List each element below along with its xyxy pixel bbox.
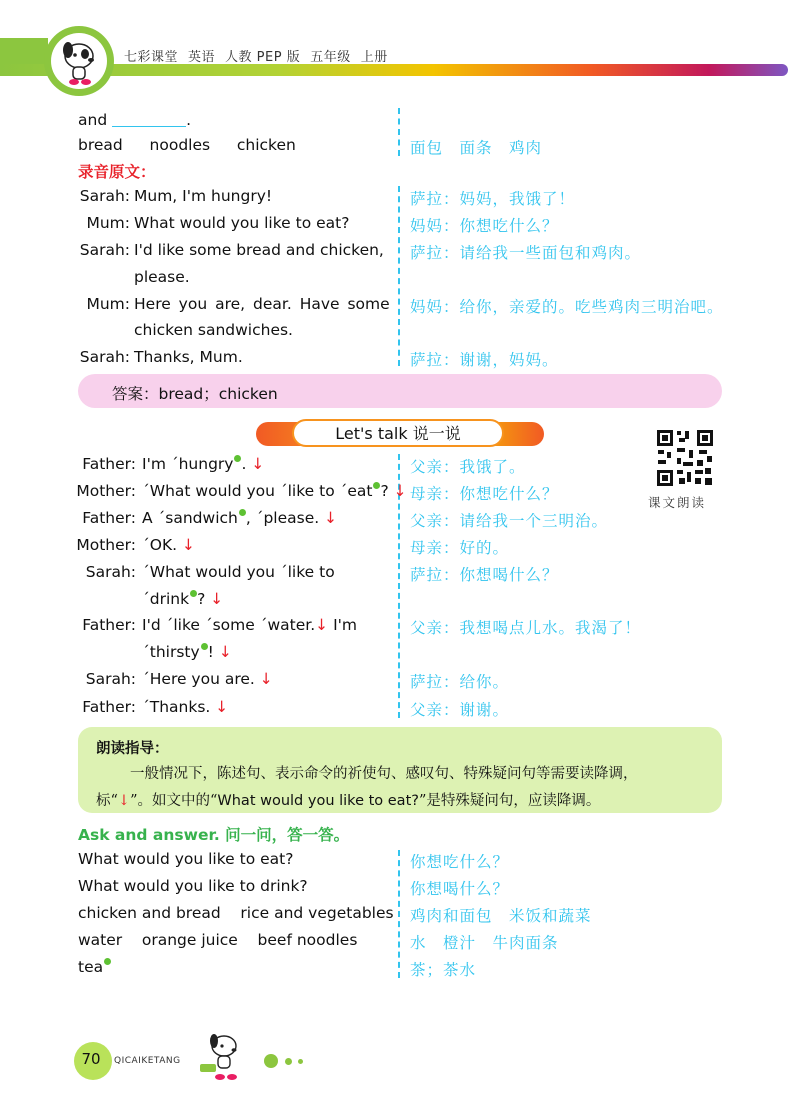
period: . bbox=[186, 111, 192, 129]
ask-row-en bbox=[78, 958, 111, 976]
series-name: 七彩课堂 bbox=[124, 50, 179, 65]
dog-mascot-icon bbox=[196, 1030, 246, 1082]
line-en bbox=[142, 536, 195, 554]
line-en bbox=[142, 482, 407, 500]
falling-tone-arrow-icon: ↓ bbox=[215, 698, 229, 716]
line-en-cont: please. bbox=[134, 268, 190, 286]
line-zh: 妈妈：给你，亲爱的。吃些鸡肉三明治吧。 bbox=[410, 298, 724, 316]
line-en-cont bbox=[142, 643, 232, 661]
falling-tone-arrow-icon: ↓ bbox=[210, 590, 224, 608]
line-tail: ? bbox=[197, 590, 206, 608]
falling-tone-arrow-icon: ↓ bbox=[181, 536, 195, 554]
line-text: ˊOK. bbox=[142, 536, 178, 554]
line-zh: 母亲：你想吃什么？ bbox=[410, 485, 559, 503]
guide-text: ”是特殊疑问句，应读降调。 bbox=[418, 793, 601, 809]
note-marker bbox=[104, 958, 111, 965]
transcript-heading: 录音原文： bbox=[78, 163, 156, 181]
line-en bbox=[142, 616, 357, 634]
and-word: and bbox=[78, 111, 108, 129]
line-tail: , ˊplease. bbox=[245, 509, 320, 527]
line-text: ˊWhat would you ˊlike to ˊeat bbox=[142, 482, 373, 500]
guide-text: 标“ bbox=[96, 793, 118, 809]
line-zh: 父亲：请给我一个三明治。 bbox=[410, 512, 609, 530]
falling-tone-arrow-icon: ↓ bbox=[315, 616, 329, 634]
ask-row-en: chicken and bread rice and vegetables bbox=[78, 904, 394, 922]
line-tail: ? bbox=[380, 482, 389, 500]
decor-dot bbox=[285, 1058, 292, 1065]
line-en: Here you are, dear. Have some bbox=[134, 295, 390, 313]
speaker: Father: bbox=[82, 698, 136, 716]
reading-guide-text: 一般情况下，陈述句、表示命令的祈使句、感叹句、特殊疑问句等需要读降调， bbox=[130, 766, 638, 782]
line-en bbox=[142, 509, 337, 527]
edition: 人教 PEP 版 bbox=[225, 50, 301, 65]
ask-row-en: What would you like to eat? bbox=[78, 850, 294, 868]
speaker: Mum: bbox=[86, 295, 130, 313]
guide-example: What would you like to eat? bbox=[217, 793, 419, 809]
falling-tone-arrow-icon: ↓ bbox=[251, 455, 265, 473]
line-zh: 萨拉：妈妈，我饿了！ bbox=[410, 190, 576, 208]
speaker: Sarah: bbox=[85, 670, 136, 688]
speaker: Mother: bbox=[76, 536, 136, 554]
ask-row-zh: 茶；茶水 bbox=[410, 961, 477, 979]
decor-dot bbox=[264, 1054, 278, 1068]
line-zh: 萨拉：请给我一些面包和鸡肉。 bbox=[410, 244, 642, 262]
volume: 上册 bbox=[360, 50, 388, 65]
speaker: Sarah: bbox=[79, 241, 130, 259]
line-text: A ˊsandwich bbox=[142, 509, 238, 527]
ask-row-zh: 你想吃什么？ bbox=[410, 853, 510, 871]
line-zh: 父亲：谢谢。 bbox=[410, 701, 510, 719]
grade: 五年级 bbox=[310, 50, 351, 65]
dog-mascot-icon bbox=[55, 36, 103, 86]
speaker: Sarah: bbox=[79, 187, 130, 205]
footer-brand: QICAIKETANG bbox=[114, 1056, 181, 1066]
ask-row-zh: 水 橙汁 牛肉面条 bbox=[410, 934, 559, 952]
line-zh: 父亲：我想喝点儿水。我渴了！ bbox=[410, 619, 642, 637]
line-en: Mum, I'm hungry! bbox=[134, 187, 273, 205]
line-zh: 萨拉：谢谢，妈妈。 bbox=[410, 351, 559, 369]
header-rainbow-bar bbox=[0, 64, 788, 76]
ask-row-zh: 你想喝什么？ bbox=[410, 880, 510, 898]
guide-text: ”。如文中的“ bbox=[130, 793, 218, 809]
divider bbox=[398, 186, 400, 366]
word-options-zh: 面包 面条 鸡肉 bbox=[410, 139, 543, 157]
speaker: Mother: bbox=[76, 482, 136, 500]
and-blank-line bbox=[78, 111, 191, 129]
line-en: I'd like some bread and chicken, bbox=[134, 241, 384, 259]
line-text: ˊHere you are. bbox=[142, 670, 255, 688]
word-options-en: bread noodles chicken bbox=[78, 136, 296, 154]
answer-text bbox=[112, 382, 278, 404]
line-zh: 妈妈：你想吃什么？ bbox=[410, 217, 559, 235]
line-text: ˊthirsty bbox=[142, 643, 200, 661]
falling-tone-arrow-icon: ↓ bbox=[117, 793, 131, 809]
ask-row-zh: 鸡肉和面包 米饭和蔬菜 bbox=[410, 907, 592, 925]
speaker: Father: bbox=[82, 455, 136, 473]
line-en bbox=[142, 698, 228, 716]
line-text: I'm ˊhungry bbox=[142, 455, 234, 473]
ask-row-en: water orange juice beef noodles bbox=[78, 931, 358, 949]
line-en: Thanks, Mum. bbox=[134, 348, 243, 366]
divider bbox=[398, 850, 400, 978]
speaker: Father: bbox=[82, 616, 136, 634]
header-title bbox=[124, 46, 398, 65]
line-en-cont: chicken sandwiches. bbox=[134, 321, 293, 339]
ask-word: tea bbox=[78, 958, 104, 976]
answer-label: 答案： bbox=[112, 385, 159, 403]
line-tail: ! bbox=[207, 643, 214, 661]
note-marker bbox=[239, 509, 246, 516]
reading-guide-title: 朗读指导： bbox=[96, 741, 169, 757]
line-text: ˊdrink bbox=[142, 590, 190, 608]
speaker: Father: bbox=[82, 509, 136, 527]
line-en: What would you like to eat? bbox=[134, 214, 350, 232]
line-en bbox=[142, 455, 264, 473]
qr-code-icon[interactable] bbox=[655, 428, 715, 488]
line-zh: 父亲：我饿了。 bbox=[410, 458, 526, 476]
falling-tone-arrow-icon: ↓ bbox=[393, 482, 407, 500]
line-zh: 母亲：好的。 bbox=[410, 539, 510, 557]
note-marker bbox=[201, 643, 208, 650]
line-zh: 萨拉：你想喝什么？ bbox=[410, 566, 559, 584]
ask-answer-title: Ask and answer. 问一问，答一答。 bbox=[78, 826, 350, 844]
ask-row-en: What would you like to drink? bbox=[78, 877, 308, 895]
line-text: ˊThanks. bbox=[142, 698, 211, 716]
falling-tone-arrow-icon: ↓ bbox=[259, 670, 273, 688]
line-zh: 萨拉：给你。 bbox=[410, 673, 510, 691]
talk-title: Let's talk 说一说 bbox=[335, 424, 461, 443]
line-en: ˊWhat would you ˊlike to bbox=[142, 563, 335, 581]
line-en-cont bbox=[142, 590, 223, 608]
speaker: Mum: bbox=[86, 214, 130, 232]
line-tail: . bbox=[241, 455, 247, 473]
speaker: Sarah: bbox=[85, 563, 136, 581]
speaker: Sarah: bbox=[79, 348, 130, 366]
subject: 英语 bbox=[188, 50, 216, 65]
line-en bbox=[142, 670, 273, 688]
divider bbox=[398, 108, 400, 156]
page-number: 70 bbox=[81, 1050, 101, 1068]
line-tail: I'm bbox=[333, 616, 358, 634]
falling-tone-arrow-icon: ↓ bbox=[218, 643, 232, 661]
decor-dot bbox=[298, 1059, 303, 1064]
line-text: I'd ˊlike ˊsome ˊwater. bbox=[142, 616, 316, 634]
falling-tone-arrow-icon: ↓ bbox=[324, 509, 338, 527]
reading-guide-text-cont bbox=[96, 789, 600, 810]
fill-blank bbox=[112, 113, 186, 127]
answer-value: bread；chicken bbox=[158, 385, 278, 403]
qr-label: 课文朗读 bbox=[648, 495, 707, 510]
